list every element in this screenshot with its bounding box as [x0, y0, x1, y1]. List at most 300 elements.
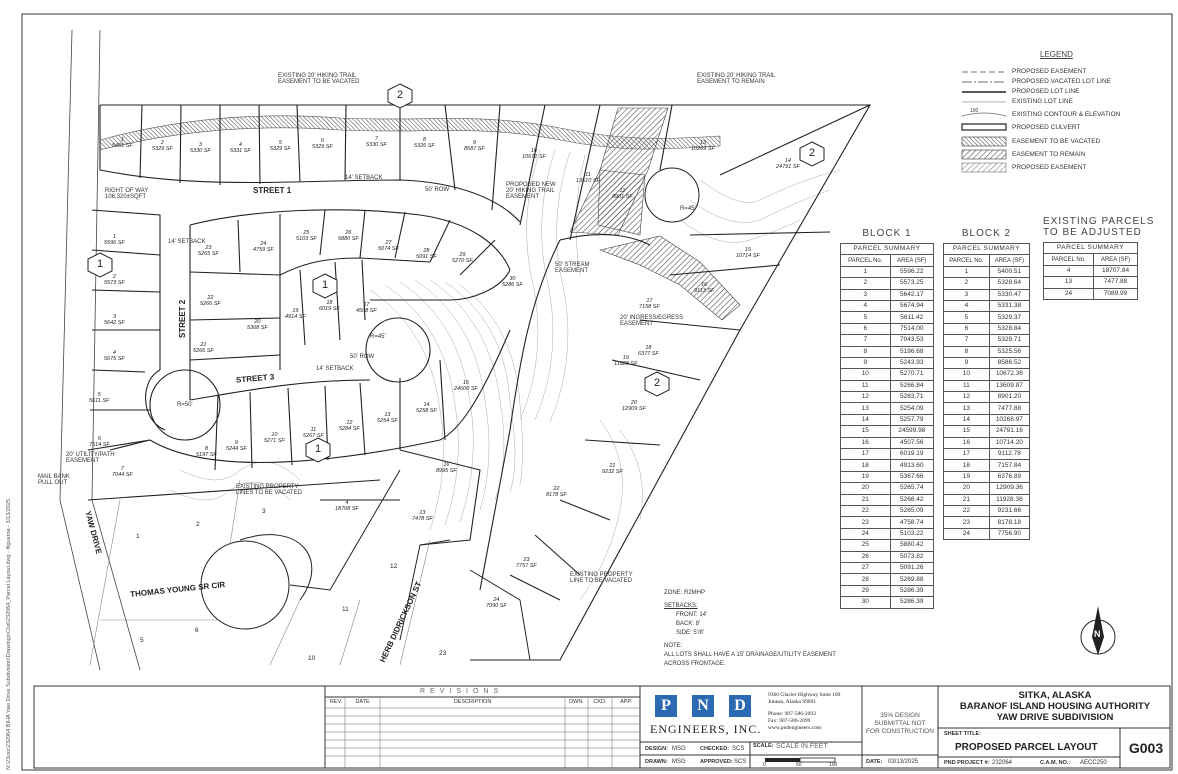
block2-lot-label — [546, 486, 567, 498]
legend-contour-number: 100 — [970, 108, 979, 114]
lot-number: 12 — [619, 188, 626, 194]
lot-number: 17 — [646, 298, 653, 304]
row50-label: 50' ROW — [425, 187, 450, 193]
block2-lot-label — [638, 345, 659, 357]
lot-area: 24791 SF — [776, 164, 800, 170]
lot-area: 7044 SF — [112, 472, 133, 478]
trail-vacated-note: EXISTING 20' HIKING TRAIL EASEMENT TO BE VACATED — [278, 73, 360, 85]
lot-number: 24 — [260, 241, 267, 247]
lot-area: 7757 SF — [516, 563, 537, 569]
legend-item-proposed-easement-2: PROPOSED EASEMENT — [1012, 164, 1087, 171]
block1-parcel-cell: 21 — [841, 494, 891, 505]
block1-lot-label — [104, 274, 125, 286]
block1-row — [841, 289, 934, 300]
existing-row — [1044, 288, 1138, 299]
block1-parcel-cell: 12 — [841, 392, 891, 403]
block-number-marker: 2 — [809, 147, 816, 159]
lot-area: 6019 SF — [319, 306, 340, 312]
lot-area: 5329 SF — [312, 144, 333, 150]
pnd-project-label: PND PROJECT #: — [944, 760, 990, 766]
block-number-marker: 2 — [397, 89, 404, 101]
existing-lot-number: 5 — [140, 637, 144, 644]
block1-parcel-cell: 9 — [841, 357, 891, 368]
lot-number: 20 — [254, 319, 261, 325]
pnd-logo-n: N — [692, 695, 714, 717]
block1-lot-label — [253, 241, 274, 253]
block1-area-cell: 5367.66 — [890, 471, 934, 482]
sheet-number: G003 — [1128, 740, 1164, 756]
setback-front: FRONT: 14' — [676, 612, 708, 618]
block2-area-cell: 24791.16 — [989, 426, 1029, 437]
date-label: DATE: — [866, 759, 883, 765]
lot-number: 23 — [523, 557, 530, 563]
trail-remain-note: EXISTING 20' HIKING TRAIL EASEMENT TO REMAIN — [697, 73, 776, 85]
existing-table-wrap — [1043, 216, 1155, 300]
block2-row — [944, 300, 1030, 311]
block2-parcel-cell: 16 — [944, 437, 990, 448]
block2-lot-label — [614, 355, 637, 367]
block1-parcel-cell: 30 — [841, 597, 891, 608]
existing-area-cell: 7477.88 — [1094, 277, 1138, 288]
lot-area: 5091 SF — [416, 254, 437, 260]
scale-tick-100: 100 — [829, 762, 838, 768]
block1-lot-label — [104, 350, 125, 362]
lot-number: 4 — [238, 142, 242, 148]
block1-row — [841, 517, 934, 528]
existing-col-parcel: PARCEL No. — [1044, 254, 1094, 265]
block1-area-cell: 5265.09 — [890, 505, 934, 516]
rev-col-app: APP. — [620, 699, 632, 705]
block1-row — [841, 483, 934, 494]
block1-row — [841, 278, 934, 289]
lot-area: 5258 SF — [416, 408, 437, 414]
block1-parcel-cell: 1 — [841, 266, 891, 277]
legend-item-contour: EXISTING CONTOUR & ELEVATION — [1012, 111, 1121, 118]
block1-area-cell: 5642.17 — [890, 289, 934, 300]
block1-area-cell: 5611.42 — [890, 312, 934, 323]
block2-lot-label — [602, 463, 623, 475]
project-name: YAW DRIVE SUBDIVISION — [996, 712, 1114, 723]
lot-number: 1 — [112, 234, 116, 240]
pnd-logo-p: P — [655, 695, 677, 717]
address-line-1: 9360 Glacier Highway Suite 100 — [768, 692, 841, 698]
block2-parcel-cell: 1 — [944, 266, 990, 277]
lot-number: 10 — [271, 432, 278, 438]
block2-parcel-cell: 21 — [944, 494, 990, 505]
block1-row — [841, 437, 934, 448]
block2-area-cell: 5400.51 — [989, 266, 1029, 277]
block2-area-cell: 10268.97 — [989, 414, 1029, 425]
block1-lot-label — [452, 252, 473, 264]
block1-parcel-cell: 23 — [841, 517, 891, 528]
cam-label: C.A.M. NO.: — [1040, 760, 1071, 766]
block1-lot-label — [196, 446, 217, 458]
block2-area-cell: 12909.36 — [989, 483, 1029, 494]
lot-number: 18 — [645, 345, 652, 351]
block1-lot-label — [303, 427, 324, 439]
lot-area: 5330 SF — [366, 142, 387, 148]
block1-lot-label — [198, 245, 219, 257]
block2-parcel-cell: 20 — [944, 483, 990, 494]
block1-area-cell: 5254.09 — [890, 403, 934, 414]
rev-col-date: DATE — [355, 699, 370, 705]
lot-number: 17 — [363, 302, 370, 308]
checked-label: CHECKED: — [700, 746, 730, 752]
property-vacated-note-2: EXISTING PROPERTY LINE TO BE VACATED — [570, 572, 633, 584]
lot-number: 26 — [345, 230, 352, 236]
existing-lot-number: 1 — [136, 533, 140, 540]
block2-lot-label — [612, 188, 633, 200]
block1-parcel-cell: 26 — [841, 551, 891, 562]
stream-note: 50' STREAM EASEMENT — [555, 262, 590, 274]
scale-tick-0: 0 — [763, 762, 766, 768]
block1-parcel-cell: 10 — [841, 369, 891, 380]
lot-area: 11928 SF — [614, 361, 638, 367]
sheet-title: PROPOSED PARCEL LAYOUT — [955, 742, 1098, 753]
lot-area: 5573 SF — [104, 280, 125, 286]
lot-area: 5254 SF — [377, 418, 398, 424]
rev-col-ckd: CKD. — [593, 699, 607, 705]
block1-parcel-cell: 29 — [841, 585, 891, 596]
lot-area: 13610 SF — [576, 178, 600, 184]
block1-row — [841, 505, 934, 516]
block2-lot-label — [486, 597, 507, 609]
block2-parcel-cell: 12 — [944, 392, 990, 403]
row-note: RIGHT OF WAY 106,320±SQFT — [105, 188, 149, 200]
legend-symbols — [962, 72, 1006, 172]
block2-area-cell: 9231.66 — [989, 505, 1029, 516]
lot-area: 9113 SF — [694, 288, 715, 294]
block1-row — [841, 403, 934, 414]
block1-lot-label — [416, 248, 437, 260]
cam-value: AECC250 — [1080, 760, 1107, 766]
block-number-marker: 1 — [315, 443, 322, 455]
block2-area-cell: 8901.20 — [989, 392, 1029, 403]
block1-area-cell: 5286.39 — [890, 597, 934, 608]
block2-lot-label — [312, 138, 333, 150]
block2-row — [944, 460, 1030, 471]
existing-parcel-cell: 4 — [1044, 265, 1094, 276]
block1-area-cell: 4758.74 — [890, 517, 934, 528]
lot-number: 18 — [326, 300, 333, 306]
block2-lot-label — [270, 140, 291, 152]
block1-area-cell: 24599.98 — [890, 426, 934, 437]
lot-number: 13 — [699, 140, 706, 146]
block1-area-cell: 5270.71 — [890, 369, 934, 380]
lot-area: 5244 SF — [226, 446, 247, 452]
lot-area: 7090 SF — [486, 603, 507, 609]
lot-area: 5368 SF — [247, 325, 268, 331]
block2-row — [944, 289, 1030, 300]
block1-lot-label — [226, 440, 247, 452]
block1-row — [841, 597, 934, 608]
herb-didrickson-label: HERB DIDRICKSON ST — [378, 580, 424, 664]
lot-area: 4759 SF — [253, 247, 274, 253]
block1-row — [841, 414, 934, 425]
block1-row — [841, 312, 934, 323]
existing-lot-number: 23 — [439, 650, 447, 657]
lot-number: 24 — [493, 597, 500, 603]
block1-table-wrap — [840, 228, 934, 609]
block1-parcel-cell: 20 — [841, 483, 891, 494]
zone-label: ZONE: R2MHP — [664, 590, 706, 596]
setback-label-2: 14' SETBACK — [168, 239, 206, 245]
block1-area-cell: 5573.25 — [890, 278, 934, 289]
block2-caption: PARCEL SUMMARY — [944, 244, 1030, 255]
lot-number: 12 — [346, 420, 353, 426]
radius-45-label: R=45' — [680, 206, 696, 212]
setback-label: 14' SETBACK — [345, 175, 383, 181]
block-number-marker: 2 — [654, 377, 661, 389]
block1-area-cell: 5269.88 — [890, 574, 934, 585]
block2-area-cell: 7477.88 — [989, 403, 1029, 414]
block1-row — [841, 471, 934, 482]
rev-col-dwn: DWN. — [569, 699, 584, 705]
block2-area-cell: 9112.78 — [989, 449, 1029, 460]
legend-item-easement-remain: EASEMENT TO REMAIN — [1012, 151, 1086, 158]
block-number-marker: 1 — [97, 258, 104, 270]
existing-parcel-cell: 13 — [1044, 277, 1094, 288]
address-line-2: Juneau, Alaska 99801 — [768, 699, 817, 705]
block2-row — [944, 380, 1030, 391]
sheet-title-label: SHEET TITLE: — [944, 731, 981, 737]
existing-lot-13-label — [412, 510, 433, 522]
block1-row — [841, 369, 934, 380]
project-client: BARANOF ISLAND HOUSING AUTHORITY — [959, 701, 1151, 712]
lot-number: 28 — [423, 248, 430, 254]
setback-side: SIDE: 5'/8' — [676, 630, 704, 636]
lot-number: 30 — [509, 276, 516, 282]
block1-row — [841, 380, 934, 391]
block2-parcel-cell: 24 — [944, 528, 990, 539]
existing-lot-number: 12 — [390, 563, 398, 570]
block1-row — [841, 494, 934, 505]
block1-lot-label — [89, 436, 110, 448]
block2-parcel-cell: 2 — [944, 278, 990, 289]
existing-row — [1044, 265, 1138, 276]
block2-lot-label — [152, 140, 173, 152]
block1-parcel-cell: 11 — [841, 380, 891, 391]
block2-row — [944, 346, 1030, 357]
block1-title: BLOCK 1 — [862, 228, 912, 239]
lot-area: 7514 SF — [89, 442, 110, 448]
block2-parcel-cell: 10 — [944, 369, 990, 380]
block1-area-cell: 5880.42 — [890, 540, 934, 551]
block2-area-cell: 7756.90 — [989, 528, 1029, 539]
block2-parcel-cell: 23 — [944, 517, 990, 528]
block1-area-cell: 6019.19 — [890, 449, 934, 460]
block1-lot-label — [416, 402, 437, 414]
block1-row — [841, 346, 934, 357]
lot-number: 4 — [345, 500, 349, 506]
block2-row — [944, 369, 1030, 380]
lot-area: 4508 SF — [356, 308, 377, 314]
block1-row — [841, 357, 934, 368]
block2-parcel-cell: 3 — [944, 289, 990, 300]
block2-title: BLOCK 2 — [961, 228, 1012, 239]
existing-title: EXISTING PARCELS TO BE ADJUSTED — [1043, 216, 1155, 238]
block2-area-cell: 5331.38 — [989, 300, 1029, 311]
block1-area-cell: 7514.00 — [890, 323, 934, 334]
block1-parcel-cell: 13 — [841, 403, 891, 414]
lot-number: 8 — [204, 446, 208, 452]
block2-lot-label — [639, 298, 660, 310]
legend-item-proposed-easement: PROPOSED EASEMENT — [1012, 68, 1087, 75]
block1-lot-label — [247, 319, 268, 331]
block2-lot-label — [736, 247, 760, 259]
lot-area: 7158 SF — [639, 304, 660, 310]
block1-row — [841, 460, 934, 471]
block1-parcel-cell: 24 — [841, 528, 891, 539]
block1-parcel-cell: 28 — [841, 574, 891, 585]
lot-area: 8995 SF — [436, 468, 457, 474]
block2-row — [944, 392, 1030, 403]
lot-number: 2 — [160, 140, 164, 146]
lot-number: 19 — [292, 308, 299, 314]
lot-number: 7 — [120, 466, 124, 472]
existing-parcel-cell: 24 — [1044, 288, 1094, 299]
block1-parcel-cell: 7 — [841, 335, 891, 346]
lot-area: 5270 SF — [452, 258, 473, 264]
block1-area-cell: 5286.39 — [890, 585, 934, 596]
block2-table-wrap — [943, 228, 1030, 540]
block1-parcel-cell: 6 — [841, 323, 891, 334]
rev-col-rev: REV. — [329, 699, 343, 705]
block1-area-cell: 5091.26 — [890, 562, 934, 573]
lot-area: 5401 SF — [112, 143, 133, 149]
block2-lot-label — [366, 136, 387, 148]
block2-parcel-cell: 5 — [944, 312, 990, 323]
block2-parcel-cell: 8 — [944, 346, 990, 357]
block1-area-cell: 5073.82 — [890, 551, 934, 562]
block1-lot-label — [89, 392, 109, 404]
block1-area-cell: 5266.84 — [890, 380, 934, 391]
block2-parcel-cell: 11 — [944, 380, 990, 391]
block1-row — [841, 392, 934, 403]
fax: Fax: 907-586-2099 — [768, 718, 811, 724]
existing-area-cell: 7089.99 — [1094, 288, 1138, 299]
block1-parcel-cell: 5 — [841, 312, 891, 323]
block2-parcel-cell: 7 — [944, 335, 990, 346]
lot-area: 10672 SF — [522, 154, 546, 160]
block1-parcel-cell: 3 — [841, 289, 891, 300]
block-number-marker: 1 — [322, 279, 329, 291]
block1-area-cell: 5266.42 — [890, 494, 934, 505]
lot-number: 27 — [385, 240, 392, 246]
project-city: SITKA, ALASKA — [1018, 690, 1092, 701]
block1-row — [841, 300, 934, 311]
block2-area-cell: 8178.18 — [989, 517, 1029, 528]
block1-row — [841, 574, 934, 585]
block2-area-cell: 10714.20 — [989, 437, 1029, 448]
lot-area: 7478 SF — [412, 516, 433, 522]
new-trail-note: PROPOSED NEW 20' HIKING TRAIL EASEMENT — [506, 182, 556, 200]
legend-item-existing-lot-line: EXISTING LOT LINE — [1012, 98, 1073, 105]
block2-lot-label — [190, 142, 211, 154]
block2-area-cell: 13609.87 — [989, 380, 1029, 391]
block1-lot-label — [264, 432, 285, 444]
lot-number: 14 — [423, 402, 430, 408]
lot-number: 15 — [462, 380, 469, 386]
block1-parcel-cell: 18 — [841, 460, 891, 471]
block1-area-cell: 4507.56 — [890, 437, 934, 448]
block1-area-cell: 5674.94 — [890, 300, 934, 311]
lot-number: 21 — [200, 342, 207, 348]
block1-row — [841, 266, 934, 277]
block2-row — [944, 483, 1030, 494]
block1-area-cell: 5257.79 — [890, 414, 934, 425]
block2-parcel-cell: 19 — [944, 471, 990, 482]
lot-area: 8901 SF — [612, 194, 633, 200]
existing-area-cell: 18707.84 — [1094, 265, 1138, 276]
block2-parcel-cell: 17 — [944, 449, 990, 460]
ingress-note: 20' INGRESS/EGRESS EASEMENT — [620, 315, 684, 327]
lot-number: 16 — [443, 462, 450, 468]
lot-area: 5329 SF — [152, 146, 173, 152]
block1-lot-label — [378, 240, 399, 252]
checked-value: SCS — [732, 746, 745, 752]
lot-area: 5880 SF — [338, 236, 359, 242]
lot-number: 11 — [310, 427, 317, 433]
pnd-logo-d: D — [729, 695, 751, 717]
lot-number: 5 — [278, 140, 282, 146]
setback-back: BACK: 8' — [676, 621, 701, 627]
block2-row — [944, 278, 1030, 289]
block1-caption: PARCEL SUMMARY — [841, 244, 934, 255]
block2-lot-label — [691, 140, 715, 152]
lot-area: 5197 SF — [196, 452, 217, 458]
block1-parcel-cell: 27 — [841, 562, 891, 573]
block2-parcel-cell: 14 — [944, 414, 990, 425]
block2-area-cell: 5329.37 — [989, 312, 1029, 323]
legend-item-culvert: PROPOSED CULVERT — [1012, 124, 1081, 131]
lot-number: 23 — [205, 245, 212, 251]
existing-col-area: AREA (SF) — [1094, 254, 1138, 265]
lot-number: 9 — [472, 140, 476, 146]
block1-area-cell: 7043.53 — [890, 335, 934, 346]
lot-area: 5267 SF — [303, 433, 324, 439]
lot-number: 14 — [784, 158, 791, 164]
block1-area-cell: 4913.60 — [890, 460, 934, 471]
existing-lots — [201, 470, 530, 660]
lot-area: 5329 SF — [270, 146, 291, 152]
existing-row — [1044, 277, 1138, 288]
block1-row — [841, 335, 934, 346]
block2-parcel-cell: 4 — [944, 300, 990, 311]
drawn-value: MSG — [672, 759, 686, 765]
block2-row — [944, 414, 1030, 425]
block2-row — [944, 357, 1030, 368]
block1-lot-label — [200, 295, 221, 307]
block1-parcel-cell: 2 — [841, 278, 891, 289]
block1-parcel-cell: 25 — [841, 540, 891, 551]
block2-area-cell: 8586.52 — [989, 357, 1029, 368]
block1-row — [841, 528, 934, 539]
pnd-project-value: 232064 — [992, 760, 1013, 766]
lot-number: 9 — [234, 440, 238, 446]
block2-area-cell: 5330.47 — [989, 289, 1029, 300]
block2-parcel-cell: 13 — [944, 403, 990, 414]
radius-45-label-2: R=45' — [370, 334, 386, 340]
lot-area: 5642 SF — [104, 320, 125, 326]
lot-number: 5 — [97, 392, 101, 398]
radius-50-label: R=50' — [177, 402, 193, 408]
existing-lot-number: 10 — [308, 655, 316, 662]
file-path: N:\23xxx\232064 BIHA Yaw Drive Subdivision\Drawings\Civil\232064_Parcel Layout.dwg - lfigueroa - 3/13/2025 — [6, 499, 12, 770]
block1-parcel-cell: 22 — [841, 505, 891, 516]
block2-parcel-cell: 9 — [944, 357, 990, 368]
drawn-label: DRAWN: — [645, 759, 668, 765]
